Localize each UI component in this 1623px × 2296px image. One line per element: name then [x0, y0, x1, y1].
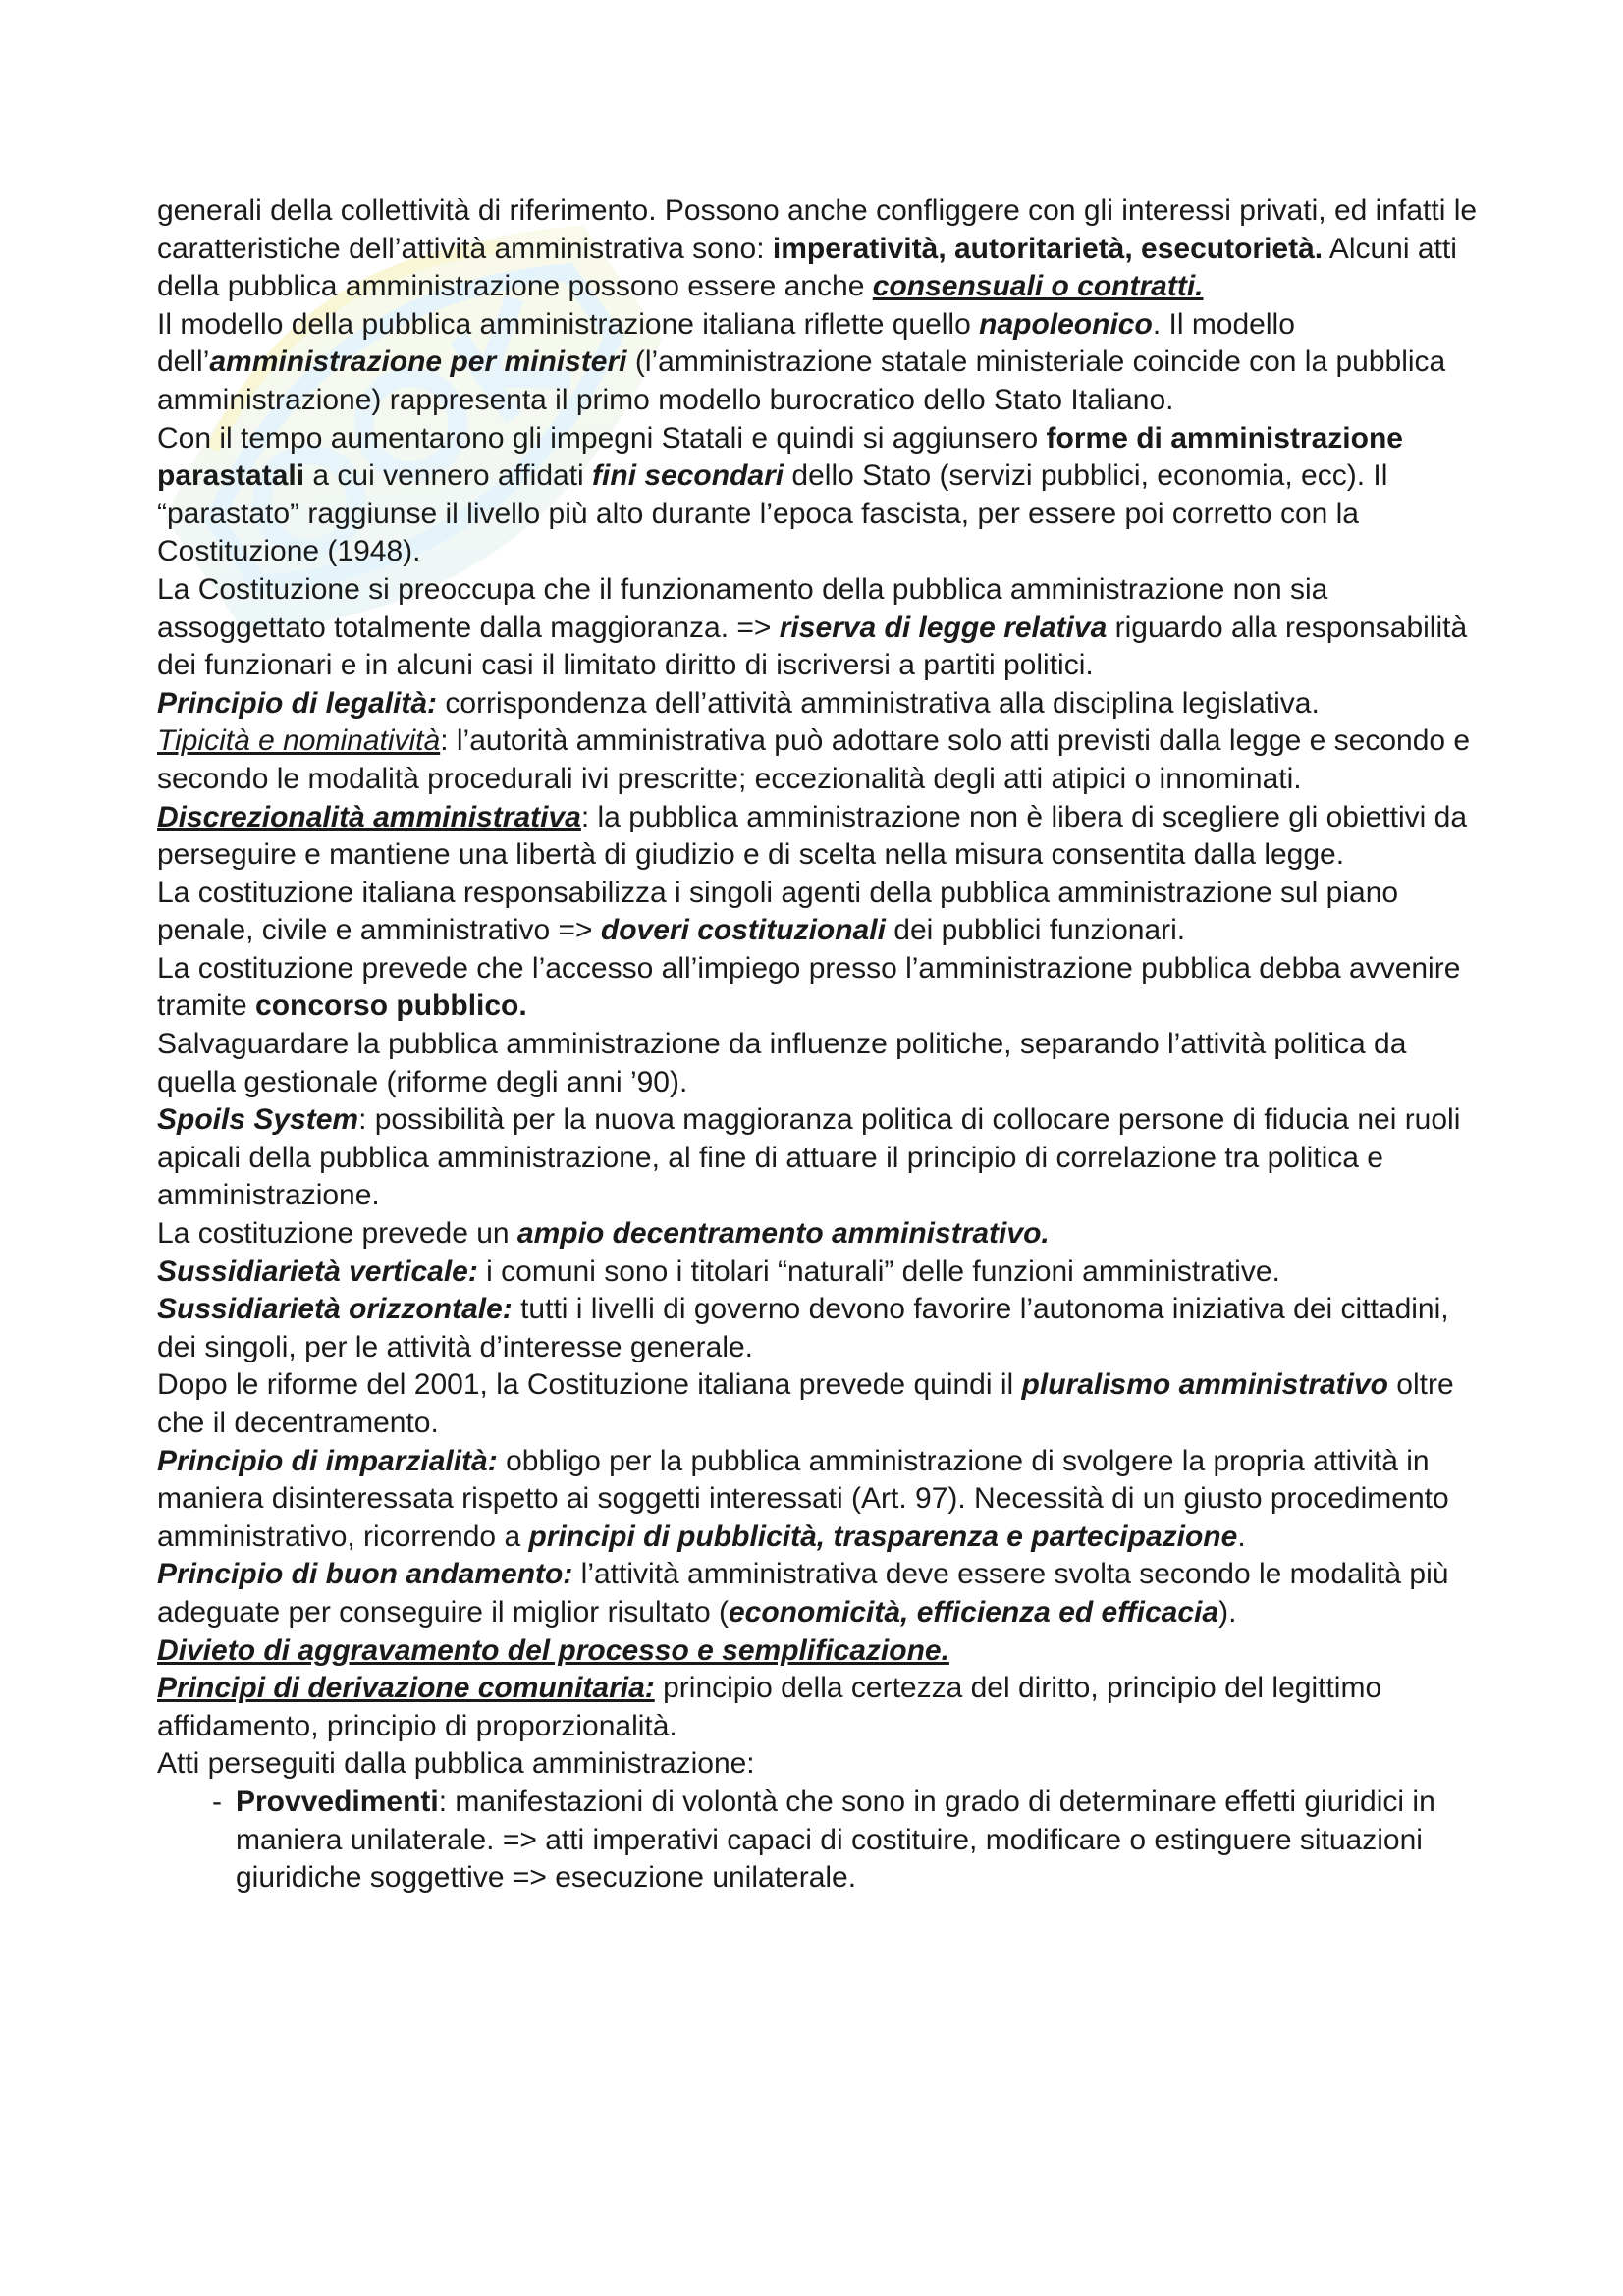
text: dei pubblici funzionari.: [885, 914, 1186, 947]
paragraph-6: [157, 722, 1478, 798]
paragraph-9: [157, 950, 1478, 1026]
bold-text: forme di amministrazione parastatali: [157, 421, 1403, 493]
underlined-text: Principi di derivazione comunitaria:: [157, 1672, 655, 1705]
text: i comuni sono i titolari “naturali” delle funzioni amministrative.: [477, 1255, 1280, 1288]
bold-italic-text: Sussidiarietà orizzontale:: [157, 1293, 513, 1326]
text: Salvaguardare la pubblica amministrazione da influenze politiche, separando l’attività politica da quella gestionale (riforme degli anni ’90).: [157, 1028, 1407, 1098]
text: ).: [1218, 1595, 1237, 1629]
bold-italic-text: riserva di legge relativa: [779, 611, 1108, 644]
text: a cui vennero affidati: [304, 459, 593, 493]
text: dello Stato (servizi pubblici, economia, ecc). Il “parastato” raggiunse il livello più alto durante l’epoca fascista, per essere poi corretto con la Costituzione (1948).: [157, 459, 1388, 568]
paragraph-11: [157, 1101, 1478, 1215]
text: La costituzione italiana responsabilizza i singoli agenti della pubblica amministrazione sul piano penale, civile e amministrativo =>: [157, 876, 1399, 947]
paragraph-16: [157, 1443, 1478, 1557]
bold-italic-text: doveri costituzionali: [600, 914, 886, 947]
text: Con il tempo aumentarono gli impegni Statali e quindi si aggiunsero: [157, 421, 1047, 454]
bold-italic-text: economicità, efficienza ed efficacia: [728, 1595, 1219, 1629]
bullet-list: [157, 1784, 1478, 1897]
paragraph-20: [157, 1745, 1478, 1784]
paragraph-12: [157, 1215, 1478, 1254]
bold-text: Provvedimenti: [236, 1785, 439, 1818]
underlined-text: Divieto di aggravamento del processo e semplificazione.: [157, 1633, 949, 1667]
paragraph-2: [157, 306, 1478, 420]
document-body: [157, 192, 1478, 1897]
text: La costituzione prevede un: [157, 1217, 517, 1251]
text: Dopo le riforme del 2001, la Costituzione italiana prevede quindi il: [157, 1368, 1022, 1402]
paragraph-10: [157, 1026, 1478, 1101]
text: La costituzione prevede che l’accesso all’impiego presso l’amministrazione pubblica debba avvenire tramite: [157, 951, 1461, 1023]
text: Alcuni atti della pubblica amministrazione possono essere anche: [157, 232, 1457, 303]
paragraph-14: [157, 1291, 1478, 1366]
paragraph-8: [157, 875, 1478, 950]
text: Il modello della pubblica amministrazione italiana riflette quello: [157, 307, 980, 341]
underlined-text: Discrezionalità amministrativa: [157, 800, 581, 833]
text: Atti perseguiti dalla pubblica amministrazione:: [157, 1747, 755, 1781]
text: .: [1237, 1520, 1246, 1553]
list-item: [212, 1784, 1478, 1897]
bold-italic-text: Principio di buon andamento:: [157, 1558, 573, 1591]
text: principio della certezza del diritto, principio del legittimo affidamento, principio di proporzionalità.: [157, 1672, 1382, 1742]
text: La Costituzione si preoccupa che il funzionamento della pubblica amministrazione non sia assoggettato totalmente dalla maggioranza. =>: [157, 572, 1328, 644]
bold-text: imperatività, autoritarietà, esecutorietà.: [772, 232, 1324, 265]
text: (l’amministrazione statale ministeriale coincide con la pubblica amministrazione) rappresenta il primo modello burocratico dello Stato Italiano.: [157, 346, 1446, 416]
italic-underlined-text: Tipicità e nominatività: [157, 724, 441, 758]
paragraph-19: [157, 1670, 1478, 1745]
text: obbligo per la pubblica amministrazione di svolgere la propria attività in maniera disinteressata rispetto ai soggetti interessati (Art. 97). Necessità di un giusto procedimento amministrativo, ricorrendo a: [157, 1444, 1449, 1553]
paragraph-3: [157, 420, 1478, 571]
bold-italic-text: pluralismo amministrativo: [1021, 1368, 1388, 1402]
bold-italic-text: Spoils System: [157, 1103, 359, 1137]
paragraph-5: [157, 685, 1478, 723]
bold-text: concorso pubblico.: [255, 989, 527, 1023]
paragraph-7: [157, 799, 1478, 875]
paragraph-1: [157, 192, 1478, 306]
text: : la pubblica amministrazione non è libera di scegliere gli obiettivi da perseguire e mantiene una libertà di giudizio e di scelta nella misura consentita dalla legge.: [157, 800, 1467, 872]
paragraph-4: [157, 571, 1478, 685]
text: l’attività amministrativa deve essere svolta secondo le modalità più adeguate per conseguire il miglior risultato (: [157, 1558, 1449, 1629]
text: riguardo alla responsabilità dei funzionari e in alcuni casi il limitato diritto di iscriversi a partiti politici.: [157, 611, 1468, 682]
text: oltre che il decentramento.: [157, 1368, 1454, 1439]
paragraph-15: [157, 1366, 1478, 1442]
bold-italic-text: Sussidiarietà verticale:: [157, 1255, 478, 1288]
text: : l’autorità amministrativa può adottare solo atti previsti dalla legge e secondo e secondo le modalità procedurali ivi prescritte; eccezionalità degli atti atipici o innominati.: [157, 724, 1471, 795]
text: . Il modello dell’: [157, 307, 1295, 379]
paragraph-18: [157, 1632, 1478, 1671]
text: generali della collettività di riferimento. Possono anche confliggere con gli interessi privati, ed infatti le caratteristiche dell’attività amministrativa sono:: [157, 194, 1478, 265]
bold-italic-text: Principio di legalità:: [157, 686, 438, 720]
bold-italic-text: Principio di imparzialità:: [157, 1444, 498, 1477]
bold-italic-text: ampio decentramento amministrativo.: [516, 1217, 1050, 1251]
text: : manifestazioni di volontà che sono in grado di determinare effetti giuridici in maniera unilaterale. => atti imperativi capaci di costituire, modificare o estinguere situazioni giuridiche soggettive => esecuzione unilaterale.: [236, 1785, 1435, 1895]
text: tutti i livelli di governo devono favorire l’autonoma iniziativa dei cittadini, dei singoli, per le attività d’interesse generale.: [157, 1293, 1449, 1363]
text: : possibilità per la nuova maggioranza politica di collocare persone di fiducia nei ruoli apicali della pubblica amministrazione, al fine di attuare il principio di correlazione tra politica e amministrazione.: [157, 1103, 1461, 1212]
paragraph-13: [157, 1254, 1478, 1292]
paragraph-17: [157, 1556, 1478, 1631]
bold-italic-text: fini secondari: [592, 459, 784, 493]
underlined-text: consensuali o contratti.: [872, 270, 1204, 303]
text: corrispondenza dell’attività amministrativa alla disciplina legislativa.: [437, 686, 1320, 720]
bold-italic-text: amministrazione per ministeri: [209, 346, 627, 379]
bold-italic-text: principi di pubblicità, trasparenza e partecipazione: [528, 1520, 1238, 1553]
bold-italic-text: napoleonico: [979, 307, 1153, 341]
